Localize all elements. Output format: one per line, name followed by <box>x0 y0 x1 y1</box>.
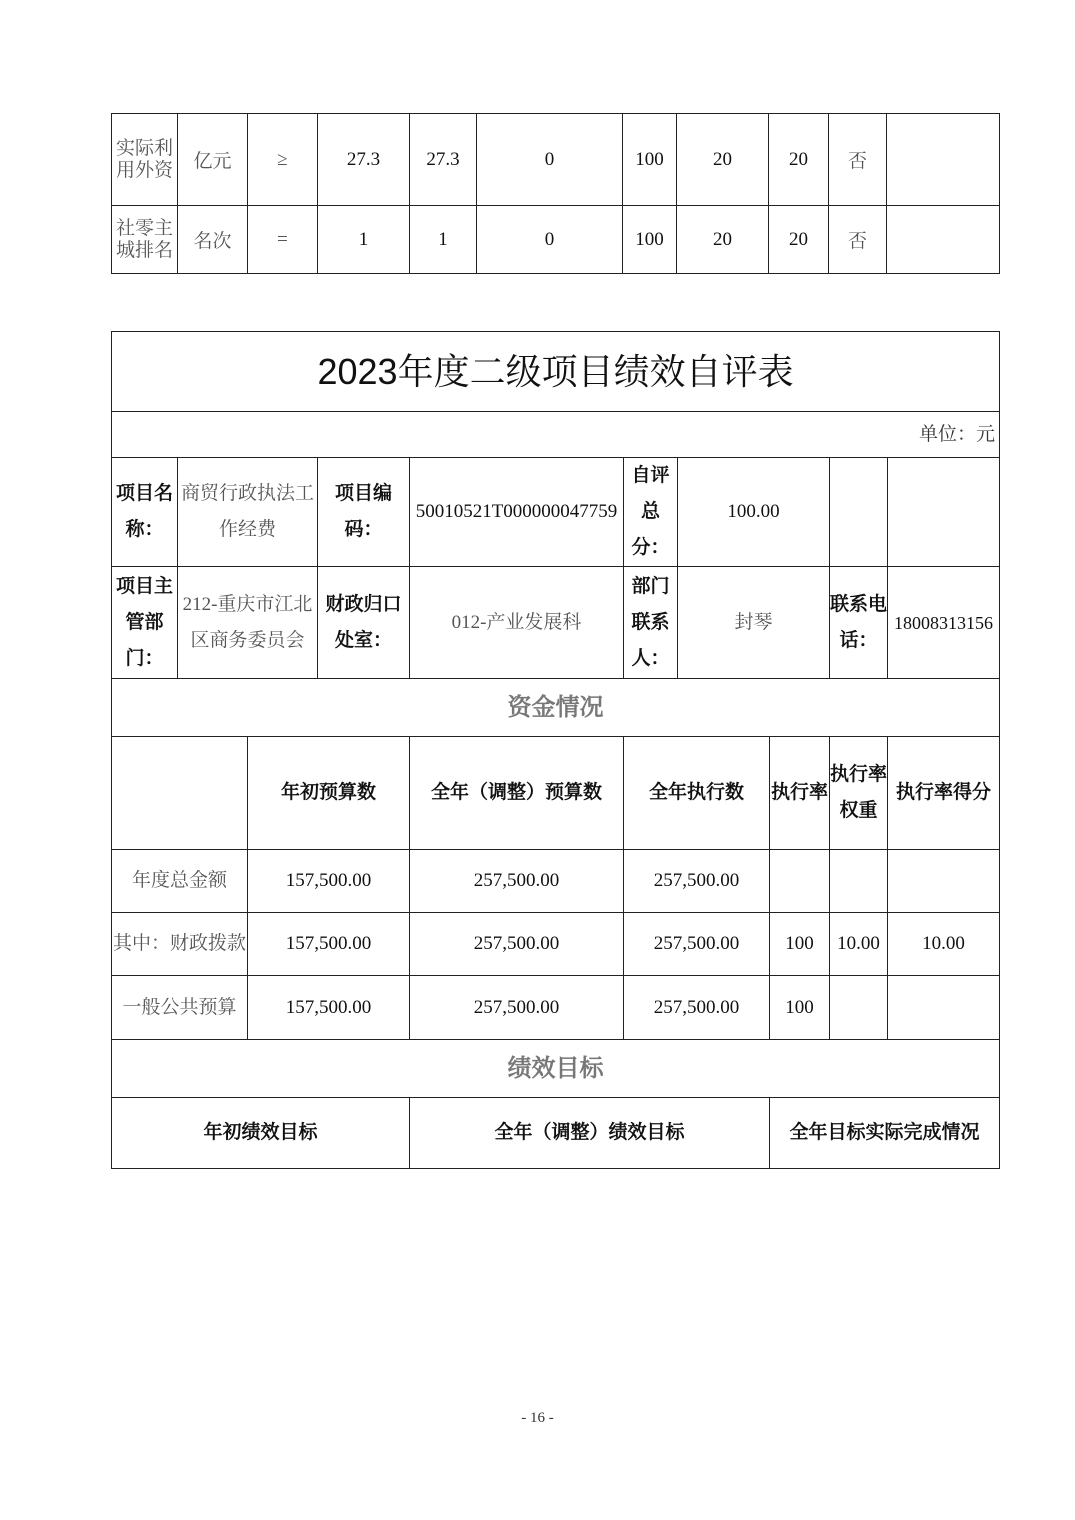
page-title: 2023年度二级项目绩效自评表 <box>112 332 1000 412</box>
col-header-score: 执行率得分 <box>888 737 1000 850</box>
dept-value: 212-重庆市江北区商务委员会 <box>178 567 318 679</box>
contact-value: 封琴 <box>678 567 830 679</box>
funds-section-title: 资金情况 <box>112 679 1000 737</box>
funds-header-row <box>112 737 1000 850</box>
unit-label: 单位：元 <box>112 412 1000 458</box>
finance-office-label: 财政归口处室： <box>318 567 410 679</box>
finance-office-value: 012-产业发展科 <box>410 567 624 679</box>
indicator-operator: = <box>248 206 318 274</box>
goals-section-title: 绩效目标 <box>112 1040 1000 1098</box>
goals-header-row <box>112 1098 1000 1169</box>
self-score: 100.00 <box>678 458 830 567</box>
empty-cell <box>830 458 888 567</box>
adjusted-budget: 257,500.00 <box>410 850 624 913</box>
goals-section-row <box>112 1040 1000 1098</box>
indicator-target: 27.3 <box>318 114 410 206</box>
table-row <box>112 206 1000 274</box>
initial-budget: 157,500.00 <box>248 850 410 913</box>
project-code-label: 项目编码： <box>318 458 410 567</box>
indicator-score: 20 <box>769 206 829 274</box>
indicator-name: 社零主城排名 <box>112 206 178 274</box>
execution-rate: 100 <box>770 913 830 976</box>
rate-score <box>888 976 1000 1040</box>
title-row <box>112 332 1000 412</box>
indicator-target: 1 <box>318 206 410 274</box>
project-name: 商贸行政执法工作经费 <box>178 458 318 567</box>
phone-value: 18008313156 <box>888 567 1000 679</box>
indicator-diff: 0 <box>477 114 623 206</box>
executed-amount: 257,500.00 <box>624 850 770 913</box>
table-row <box>112 114 1000 206</box>
col-header-adjusted: 全年（调整）预算数 <box>410 737 624 850</box>
indicator-diff: 0 <box>477 206 623 274</box>
adjusted-budget: 257,500.00 <box>410 976 624 1040</box>
indicator-rate: 100 <box>623 114 677 206</box>
goal-header-actual: 全年目标实际完成情况 <box>770 1098 1000 1169</box>
indicator-flag: 否 <box>829 114 887 206</box>
row-label: 年度总金额 <box>112 850 248 913</box>
executed-amount: 257,500.00 <box>624 913 770 976</box>
table-row <box>112 976 1000 1040</box>
unit-row <box>112 412 1000 458</box>
col-header-executed: 全年执行数 <box>624 737 770 850</box>
indicator-actual: 1 <box>410 206 477 274</box>
indicator-flag: 否 <box>829 206 887 274</box>
goal-header-initial: 年初绩效目标 <box>112 1098 410 1169</box>
empty-cell <box>112 737 248 850</box>
department-info-row <box>112 567 1000 679</box>
initial-budget: 157,500.00 <box>248 976 410 1040</box>
col-header-rate: 执行率 <box>770 737 830 850</box>
evaluation-form <box>111 331 1000 1169</box>
table-row <box>112 850 1000 913</box>
indicator-rate: 100 <box>623 206 677 274</box>
indicator-name: 实际利用外资 <box>112 114 178 206</box>
contact-label: 部门联系人： <box>624 567 678 679</box>
rate-weight: 10.00 <box>830 913 888 976</box>
row-label: 其中：财政拨款 <box>112 913 248 976</box>
col-header-initial: 年初预算数 <box>248 737 410 850</box>
rate-weight <box>830 850 888 913</box>
execution-rate: 100 <box>770 976 830 1040</box>
indicator-table <box>111 113 1000 274</box>
project-code: 50010521T000000047759 <box>410 458 624 567</box>
project-name-label: 项目名称： <box>112 458 178 567</box>
indicator-operator: ≥ <box>248 114 318 206</box>
rate-score: 10.00 <box>888 913 1000 976</box>
indicator-unit: 名次 <box>178 206 248 274</box>
indicator-score: 20 <box>769 114 829 206</box>
table-row <box>112 913 1000 976</box>
project-info-row <box>112 458 1000 567</box>
indicator-weight: 20 <box>677 206 769 274</box>
rate-weight <box>830 976 888 1040</box>
indicator-weight: 20 <box>677 114 769 206</box>
self-score-label: 自评总分： <box>624 458 678 567</box>
execution-rate <box>770 850 830 913</box>
executed-amount: 257,500.00 <box>624 976 770 1040</box>
goal-header-adjusted: 全年（调整）绩效目标 <box>410 1098 770 1169</box>
phone-label: 联系电话： <box>830 567 888 679</box>
indicator-actual: 27.3 <box>410 114 477 206</box>
funds-section-row <box>112 679 1000 737</box>
page-number: - 16 - <box>521 1410 554 1426</box>
row-label: 一般公共预算 <box>112 976 248 1040</box>
col-header-weight: 执行率权重 <box>830 737 888 850</box>
dept-label: 项目主管部门： <box>112 567 178 679</box>
rate-score <box>888 850 1000 913</box>
adjusted-budget: 257,500.00 <box>410 913 624 976</box>
indicator-unit: 亿元 <box>178 114 248 206</box>
indicator-note <box>887 114 1000 206</box>
indicator-note <box>887 206 1000 274</box>
empty-cell <box>888 458 1000 567</box>
initial-budget: 157,500.00 <box>248 913 410 976</box>
